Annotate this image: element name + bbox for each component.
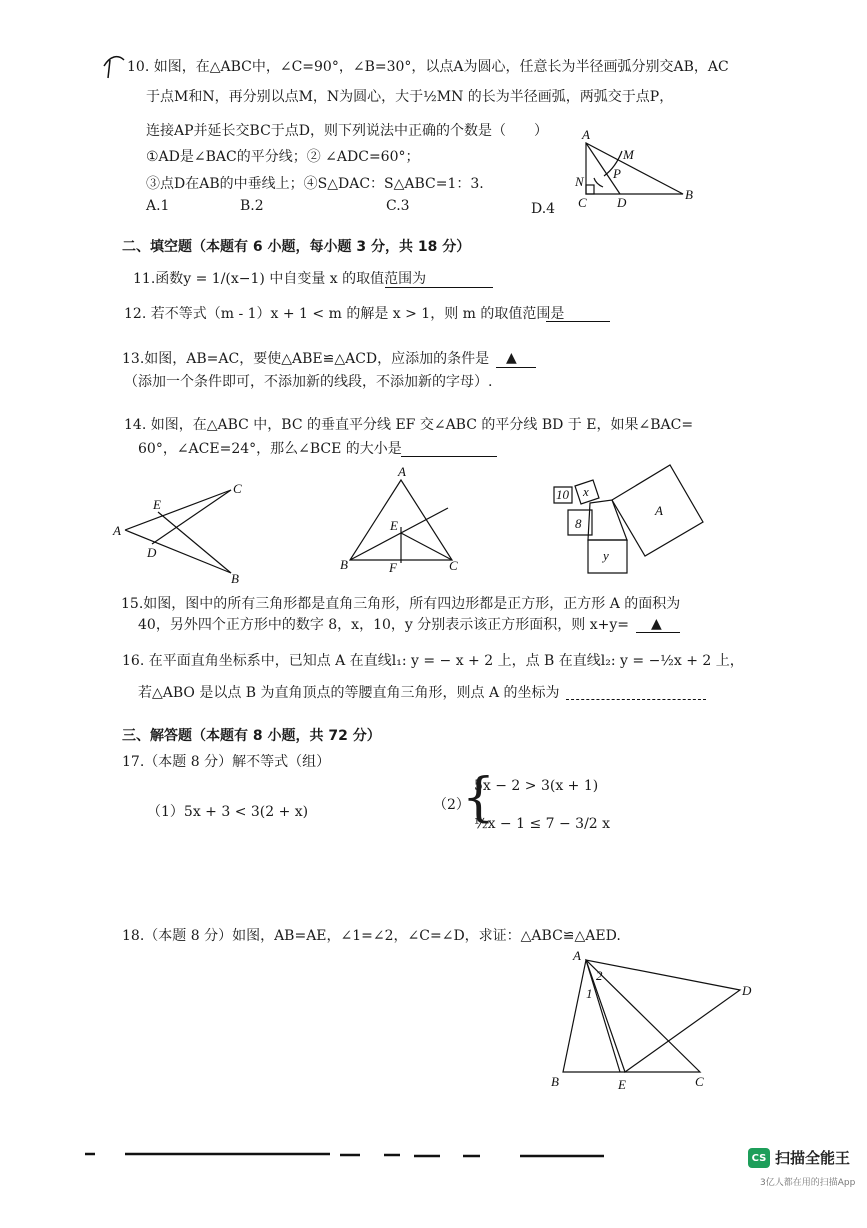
- fig18-label-2: 2: [596, 968, 603, 983]
- q13-line2: （添加一个条件即可，不添加新的线段，不添加新的字母）.: [124, 374, 493, 390]
- fig15-label-x: x: [583, 484, 589, 499]
- fig14-label-e: E: [390, 518, 398, 533]
- figure-q14: [340, 464, 458, 575]
- q10-option-a: A.1: [146, 198, 170, 214]
- pencil-mark-stroke: [108, 60, 110, 78]
- fig13-label-c: C: [233, 481, 242, 496]
- q10-line3: 连接AP并延长交BC于点D，则下列说法中正确的个数是（ ）: [146, 123, 549, 139]
- q10-option-d: D.4: [531, 201, 556, 217]
- fig18-label-d: D: [742, 983, 752, 998]
- q13-answer-mark: ▲: [506, 350, 517, 366]
- bottom-scan-line: [85, 1154, 604, 1156]
- q17-part2-ineq2: ½x − 1 ≤ 7 − 3/2 x: [474, 816, 611, 832]
- q13-line1: 13.如图，AB=AC，要使△ABE≌△ACD，应添加的条件是: [122, 351, 490, 367]
- fig15-label-10: 10: [556, 487, 569, 502]
- q17-part2-label: （2）: [433, 797, 470, 813]
- fig13-line-ab: [125, 530, 231, 573]
- camscanner-brand: 扫描全能王: [775, 1149, 851, 1167]
- q17-part2-ineq1: 5x − 2 > 3(x + 1): [474, 778, 599, 794]
- q15-line1: 15.如图，图中的所有三角形都是直角三角形，所有四边形都是正方形，正方形 A 的面积为: [121, 596, 681, 612]
- section3-heading: 三、解答题（本题有 8 小题，共 72 分）: [122, 728, 381, 744]
- fig10-right-angle: [586, 185, 594, 194]
- figure-q10: [574, 127, 693, 210]
- fig18-label-1: 1: [586, 986, 593, 1001]
- fig18-triangle-abc: [563, 960, 700, 1072]
- q10-option-b: B.2: [240, 198, 264, 214]
- q16-line2: 若△ABO 是以点 B 为直角顶点的等腰直角三角形，则点 A 的坐标为: [138, 685, 560, 701]
- fig14-line-ec: [401, 533, 452, 560]
- fig14-label-a: A: [398, 464, 406, 479]
- fig15-triangle-links: [588, 500, 627, 540]
- q11-text: 11.函数y = 1/(x−1) 中自变量 x 的取值范围为: [133, 271, 427, 287]
- fig14-label-f: F: [389, 560, 397, 575]
- q15-answer-mark: ▲: [651, 616, 662, 632]
- fig10-label-b: B: [685, 187, 693, 202]
- fig13-label-b: B: [231, 571, 239, 586]
- q18-text: 18.（本题 8 分）如图，AB=AE，∠1=∠2，∠C=∠D，求证：△ABC≌△AED.: [122, 928, 621, 944]
- fig15-label-a: A: [655, 503, 663, 518]
- fig14-label-b: B: [340, 557, 348, 572]
- fig14-label-c: C: [449, 558, 458, 573]
- fig13-line-eb: [158, 512, 231, 573]
- fig10-label-d: D: [617, 195, 627, 210]
- fig13-label-d: D: [147, 545, 157, 560]
- fig14-line-bd: [350, 508, 448, 560]
- q10-line4: ①AD是∠BAC的平分线；② ∠ADC=60°；: [146, 149, 420, 165]
- pencil-mark: [104, 57, 124, 66]
- fig15-label-8: 8: [575, 516, 582, 531]
- fig10-label-p: P: [613, 166, 621, 181]
- q10-line2: 于点M和N，再分别以点M，N为圆心，大于½MN 的长为半径画弧，两弧交于点P，: [146, 89, 674, 105]
- camscanner-tagline: 3亿人都在用的扫描App: [760, 1178, 856, 1188]
- fig18-label-b: B: [551, 1074, 559, 1089]
- q10-line5: ③点D在AB的中垂线上；④S△DAC：S△ABC=1：3.: [146, 176, 484, 192]
- fig18-label-a: A: [573, 948, 581, 963]
- figure-q15: [554, 465, 703, 573]
- fig18-label-e: E: [618, 1077, 626, 1092]
- fig10-label-n: N: [575, 174, 584, 189]
- figure-q13: [112, 481, 242, 586]
- q10-line1: 10. 如图，在△ABC中，∠C=90°，∠B=30°，以点A为圆心，任意长为半径画弧分别交AB，AC: [127, 59, 729, 75]
- q10-option-c: C.3: [386, 198, 410, 214]
- fig13-label-a: A: [113, 523, 121, 538]
- fig10-label-a: A: [582, 127, 590, 142]
- fig10-label-m: M: [623, 147, 634, 162]
- q16-line1: 16. 在平面直角坐标系中，已知点 A 在直线l₁: y = − x + 2 上，点 B 在直线l₂: y = −½x + 2 上，: [122, 653, 744, 669]
- fig18-triangle-aed: [586, 960, 740, 1072]
- fig10-arc-n: [594, 178, 603, 187]
- fig18-label-c: C: [695, 1074, 704, 1089]
- q15-line2: 40，另外四个正方形中的数字 8，x，10，y 分别表示该正方形面积，则 x+y=: [138, 617, 629, 633]
- q12-text: 12. 若不等式（m - 1）x + 1 < m 的解是 x > 1，则 m 的取值范围是: [124, 306, 565, 322]
- fig13-line-ac: [125, 490, 231, 530]
- fig10-label-c: C: [578, 195, 587, 210]
- camscanner-logo: CS: [748, 1148, 770, 1168]
- q17-part1: （1）5x + 3 < 3(2 + x): [147, 804, 309, 820]
- q17-title: 17.（本题 8 分）解不等式（组）: [122, 754, 331, 770]
- section2-heading: 二、填空题（本题有 6 小题，每小题 3 分，共 18 分）: [122, 239, 471, 255]
- q17-system-brace: {: [462, 768, 496, 828]
- fig15-label-y: y: [603, 548, 609, 563]
- q14-line1: 14. 如图，在△ABC 中，BC 的垂直平分线 EF 交∠ABC 的平分线 BD 于 E，如果∠BAC=: [124, 417, 694, 433]
- figure-q18: [551, 948, 752, 1092]
- fig13-label-e: E: [153, 497, 161, 512]
- q14-line2: 60°，∠ACE=24°，那么∠BCE 的大小是: [138, 441, 402, 457]
